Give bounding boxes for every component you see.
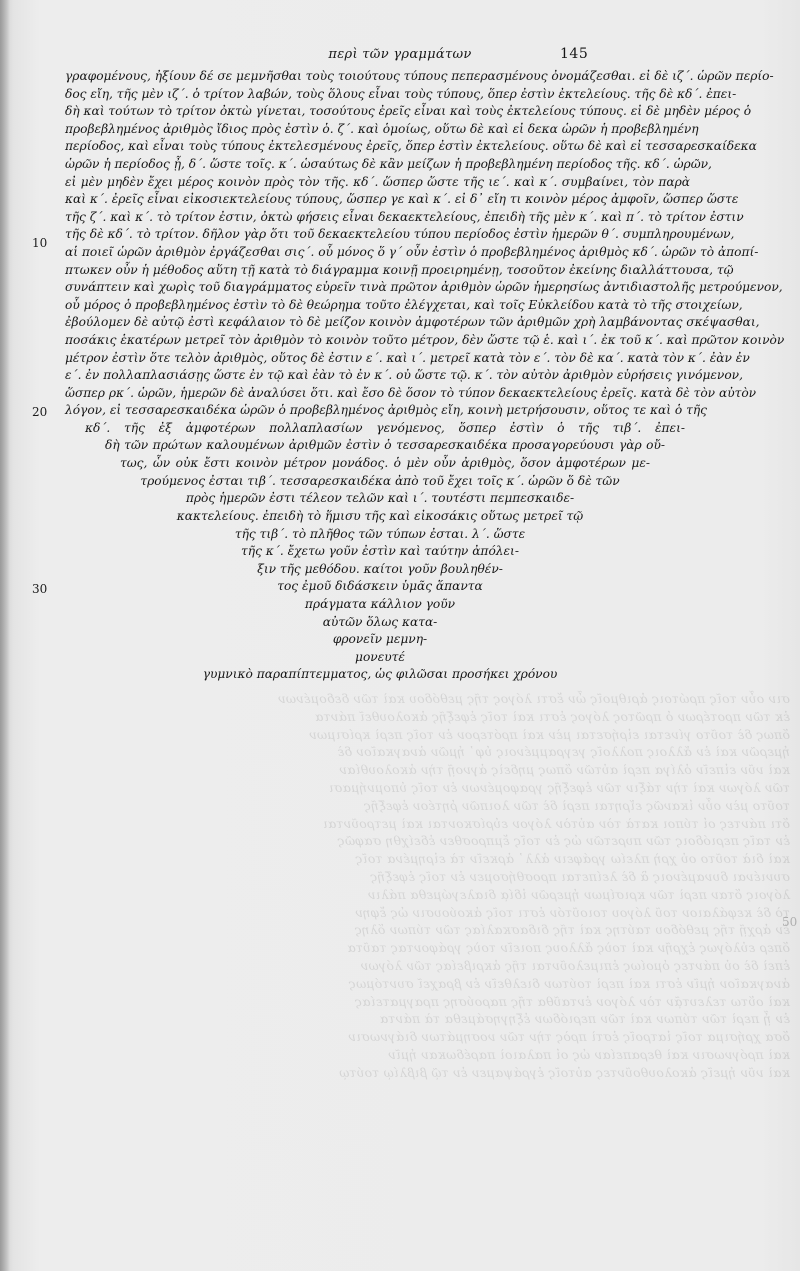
tapered-text-line: φρονεῖν μεμνη- <box>332 632 428 647</box>
bleed-line: ἐν ᾗ περὶ τῶν τύπων καὶ τῶν περιόδων ἐξηγησάμεθα τὰ πάντα <box>379 1011 790 1027</box>
text-line: τῆς δὲ κδ΄. τὸ τρίτον. δῆλον γὰρ ὅτι τοῦ δεκαεκτελείου τύπου περίοδος ἐστὶν ἡμερῶν θ΄. συμπληρουμένων, <box>65 227 735 242</box>
text-line: ὡρῶν ἡ περίοδος ᾖ, δ΄. ὥστε τοῖς. κ΄. ὡσαύτως δὲ κἂν μείζων ἡ προβεβλημένη περίοδος τῆς. κδ΄. ὡρῶν, <box>65 156 712 171</box>
text-line: μέτρον ἐστὶν ὅτε τελὸν ἀριθμὸς, οὕτος δὲ ἐστιν ε΄. καὶ ι΄. μετρεῖ κατὰ τὸν ε΄. τὸν δὲ κα΄. κατὰ τὸν κ΄. ἐὰν ἐν <box>65 350 750 365</box>
bleed-line: ἐκ τῶν προτέρων ὁ πρῶτος λόγος ἐστι καὶ τοῖς ἐφεξῆς ἀκολουθεῖ πάντα <box>314 708 790 724</box>
tapered-text-line: τρούμενος ἐσται τιβ΄. τεσσαρεσκαιδέκα ἀπὸ τοῦ ἔχει τοῖς κ΄. ὡρῶν ὅ δὲ τῶν <box>140 473 620 488</box>
text-line: δος εἴη, τῆς μὲν ιζ΄. ὁ τρίτον λαβών, τοὺς ὅλους εἶναι τοὺς τύπους, ὅπερ ἐστὶν ἐκτελείους. τῆς δὲ κδ΄. ἐπει- <box>65 86 737 101</box>
bleed-line: τῶν λόγων καὶ τὴν τάξιν τῶν ἐφεξῆς γραφομένων ἐν τοῖς ὑπομνήμασι <box>328 779 790 795</box>
tapered-colophon-block <box>65 473 695 684</box>
tapered-text-line: ξιν τῆς μεθόδου. καίτοι γοῦν βουληθέν- <box>257 561 503 576</box>
text-line: προβεβλημένος ἀριθμὸς ἴδιος πρὸς ἐστὶν ὁ. ζ΄. καὶ ὁμοίως, οὕτω δὲ καὶ εἰ δεκα ὡρῶν ἡ προβεβλημένη <box>65 121 699 136</box>
bleed-line: καὶ διὰ τοῦτο οὐ χρὴ πλείω γράφειν ἀλλ᾽ ἀρκεῖν τὰ εἰρημένα τοῖς <box>355 851 790 867</box>
text-line: περίοδος, καὶ εἶναι τοὺς τύπους ἐκτελεσμένους ἐρεῖς, ὅπερ ἐστὶν ἐκτελείους. οὕτω δὲ καὶ εἰ τεσσαρεσκαίδεκα <box>65 139 757 154</box>
margin-line-number-middle: 20 <box>32 405 48 419</box>
text-line: τῆς ζ΄. καὶ κ΄. τὸ τρίτον ἐστιν, ὀκτὼ φήσεις εἶναι δεκαεκτελείους, ἐπειδὴ τῆς μὲν κ΄. καὶ π΄. τὸ τρίτον ἐστιν <box>65 209 744 224</box>
bleed-line: σιν οὖν τοῖς πρώτοις ἀριθμοῖς ὧν ἔστι λόγος τῆς μεθόδου καὶ τῶν δεδομένων <box>277 691 790 706</box>
bleed-line: συνιέναι δυναμένοις ἃ δὲ λείπεται προσθήσομεν ἐν τοῖς ἐφεξῆς <box>370 868 790 884</box>
tapered-text-line: πράγματα κάλλιον γοῦν <box>304 596 456 611</box>
text-line: πτωκεν οὖν ἡ μέθοδος αὕτη τῇ κατὰ τὸ διάγραμμα κοινῇ προειρημένῃ, τοσοῦτον ἐκείνης διαλλάττουσα, τῷ <box>65 262 734 277</box>
text-line: γραφομένους, ἠξίουν δέ σε μεμνῆσθαι τοὺς τοιούτους τύπους πεπερασμένους ὀνομάζεσθαι. εἰ δὲ ιζ΄. ὡρῶν περίο- <box>65 69 774 83</box>
tapered-text-line: τῆς τιβ΄. τὸ πλῆθος τῶν τύπων ἐσται. λ΄. ὥστε <box>234 526 526 541</box>
bleed-line: καὶ πρόγνωσιν καὶ θεραπείαν ὡς οἱ παλαιοὶ παρέδωκαν ἡμῖν <box>387 1046 790 1062</box>
bleed-line: ἐν ἀρχῇ τῆς μεθόδου ταύτης καὶ τῆς διδασκαλίας τῶν τύπων ὅλης <box>354 922 790 938</box>
text-line: καὶ κ΄. ἐρεῖς εἶναι εἰκοσιεκτελείους τύπους, ὥσπερ γε καὶ κ΄. εἰ δ᾽ εἴη τι κοινὸν μέρος ἀμφοῖν, ὥσπερ ὥστε <box>65 192 739 207</box>
bleed-line: καὶ νῦν εἰπεῖν ὀλίγα περὶ αὐτῶν ὅπως μηδεὶς ἀγνοῇ τὴν ἀκολουθίαν <box>339 762 790 778</box>
text-line: δὴ τῶν πρώτων καλουμένων ἀριθμῶν ἐστὶν ὁ τεσσαρεσκαιδέκα προσαγορεύουσι γὰρ οὔ- <box>105 438 665 453</box>
text-line: εἰ μὲν μηδὲν ἔχει μέρος κοινὸν πρὸς τὸν τῆς. κδ΄. ὥσπερ ὥστε τῆς ιε΄. καὶ κ΄. συμβαίνει, τὸν παρὰ <box>65 174 690 189</box>
bleed-line: ἀναγκαῖον ἡμῖν ἐστι καὶ περὶ τούτων διελθεῖν ἐν βραχεῖ συντόμως <box>348 975 790 991</box>
margin-line-number-upper: 10 <box>32 236 48 250</box>
bleed-line: τὸ δὲ κεφάλαιον τοῦ λόγου τοιοῦτόν ἐστι τοῖς ἀκούουσιν ὡς ἔφην <box>355 904 790 920</box>
text-line: κδ΄. τῆς ἐξ ἀμφοτέρων πολλαπλασίων γενόμενος, ὅσπερ ἐστὶν ὁ τῆς τιβ΄. ἐπει- <box>85 420 685 435</box>
bleed-through-text <box>150 690 790 1082</box>
bleed-line: ἐν ταῖς περιόδοις τῶν πυρετῶν ὡς ἐν τοῖς ἔμπροσθεν ἐδείχθη σαφῶς <box>337 833 790 849</box>
bleed-margin-number: 50 <box>782 915 798 929</box>
main-text-block <box>65 68 785 473</box>
bleed-line: λόγοις ὅταν περὶ τῶν κρισίμων ἡμερῶν ἰδίᾳ διαλεγώμεθα πάλιν <box>367 886 790 902</box>
text-line: ἐβούλομεν δὲ αὐτῷ ἐστὶ κεφάλαιον τὸ δὲ μείζον κοινὸν ἀμφοτέρων τῶν ἀριθμῶν χρὴ λαμβάνοντας σκέψασθαι, <box>65 315 760 330</box>
text-line: αἱ ποιεῖ ὡρῶν ἀριθμὸν ἐργάζεσθαι σις΄. οὗ μόνος ὅ γ΄ οὖν ἐστὶν ὁ προβεβλημένος ἀριθμὸς κδ΄. ὡρῶν τὸ ἀποπί- <box>65 244 759 259</box>
tapered-text-line: μονευτέ <box>355 649 405 664</box>
gutter-shadow <box>0 0 10 1271</box>
running-head: περὶ τῶν γραμμάτων <box>328 47 472 62</box>
tapered-text-line: κακτελείους. ἐπειδὴ τὸ ἥμισυ τῆς καὶ εἰκοσάκις οὕτως μετρεῖ τῷ <box>176 508 584 523</box>
text-line: συνάπτειν καὶ χωρὶς τοῦ διαγράμματος εὑρεῖν τινὰ πρῶτον ἀριθμὸν ὡρῶν ἡμερησίως ἀντιδιαστολῆς μετρούμενον, <box>65 280 783 295</box>
bleed-line: ὅτι πάντες οἱ τύποι κατὰ τὸν αὐτὸν λόγον εὑρίσκονται καὶ μετροῦνται <box>322 815 790 831</box>
text-line: λόγον, εἰ τεσσαρεσκαιδέκα ὡρῶν ὁ προβεβλημένος ἀριθμὸς εἴη, κοινὴ μετρήσουσιν, οὕτος τε καὶ ὁ τῆς <box>65 403 707 418</box>
bleed-line: ὅσα χρήσιμα τοῖς ἰατροῖς ἐστὶ πρὸς τὴν τῶν νοσημάτων διάγνωσιν <box>348 1029 790 1045</box>
bleed-line: καὶ νῦν ἡμεῖς ἀκολουθοῦντες αὐτοῖς ἐγράψαμεν ἐν τῷ βιβλίῳ τούτῳ <box>339 1064 790 1080</box>
text-line: τως, ὧν οὐκ ἔστι κοινὸν μέτρον μονάδος. ὁ μὲν οὖν ἀριθμὸς, ὅσον ἀμφοτέρων με- <box>120 456 650 471</box>
text-line: ε΄. ἐν πολλαπλασιάσῃς ὥστε ἐν τῷ καὶ ἐὰν τὸ ἐν κ΄. οὐ ὥστε τῷ. κ΄. τὸν αὐτὸν ἀριθμὸν εὑρήσεις γινόμενον, <box>65 368 743 383</box>
margin-line-number-lower: 30 <box>32 582 48 596</box>
text-line: δὴ καὶ τούτων τὸ τρίτον ὀκτὼ γίνεται, τοσούτους ἐρεῖς εἶναι καὶ τοὺς ἐκτελείους τύπους. εἰ δὲ μηδὲν μέρος ὁ <box>65 104 752 119</box>
bleed-line: τοῦτο μὲν οὖν ἱκανῶς εἴρηται περὶ δὲ τῶν λοιπῶν ῥητέον ἐφεξῆς <box>363 797 790 813</box>
tapered-text-line: αὐτῶν ὅλως κατα- <box>322 614 438 629</box>
text-line: οὗ μόρος ὁ προβεβλημένος ἐστὶν τὸ δὲ θεώρημα τοῦτο ἐλέγχεται, καὶ τοῖς Εὐκλείδου κατὰ τὸ τῆς στοιχείων, <box>65 297 743 312</box>
bleed-line: ἐπεὶ δὲ οὐ πάντες ὁμοίως ἐπιμελοῦνται τῆς ἀκριβείας τῶν λόγων <box>360 957 790 973</box>
text-line: ὥσπερ ρκ΄. ὡρῶν, ἡμερῶν δὲ ἀναλύσει ὅτι. καὶ ἔσο δὲ ὅσον τὸ τύπον δεκαεκτελείους ἐρεῖς. κατὰ δὲ τὸν αὐτὸν <box>65 385 757 400</box>
text-line: ποσάκις ἑκατέρων μετρεῖ τὸν ἀριθμὸν τὸ κοινὸν τοῦτο μέτρον, δὲν ὥστε τῷ ἑ. καὶ ι΄. ἐκ τοῦ κ΄. καὶ πρῶτον κοινὸν <box>65 332 785 347</box>
tapered-text-line: τος ἐμοῦ διδάσκειν ὑμᾶς ἅπαντα <box>277 579 483 594</box>
tapered-text-line: πρὸς ἡμερῶν ἐστι τέλεον τελῶν καὶ ι΄. τουτέστι πεμπεσκαιδε- <box>185 491 575 506</box>
bleed-line: καὶ οὕτω τελευτᾷν τὸν λόγον ἐνταῦθα τῆς παρούσης πραγματείας <box>354 993 790 1009</box>
bleed-line: ὅπως δὲ τοῦτο γίνεται εἰρήσεται μὲν καὶ πρότερον ἐν τοῖς περὶ κρίσιμων <box>308 726 790 742</box>
tapered-text-line: τῆς κ΄. ἔχετω γοῦν ἐστὶν καὶ ταύτην ἀπόλει- <box>241 544 519 559</box>
bleed-line: ἡμερῶν καὶ ἐν ἄλλοις πολλοῖς γεγραμμένοις ὑφ᾽ ἡμῶν ἀναγκαῖον δὲ <box>337 744 790 760</box>
tapered-text-line: γυμνικὸ παραπίπτεμματος, ὡς φιλῶσαι προσήκει χρόνου <box>202 667 558 682</box>
bleed-line: ὅπερ εὐλόγως ἐχρῆν καὶ τοὺς ἄλλους ποιεῖν τοὺς γράφοντας ταῦτα <box>347 940 790 956</box>
page-number: 145 <box>560 46 589 62</box>
